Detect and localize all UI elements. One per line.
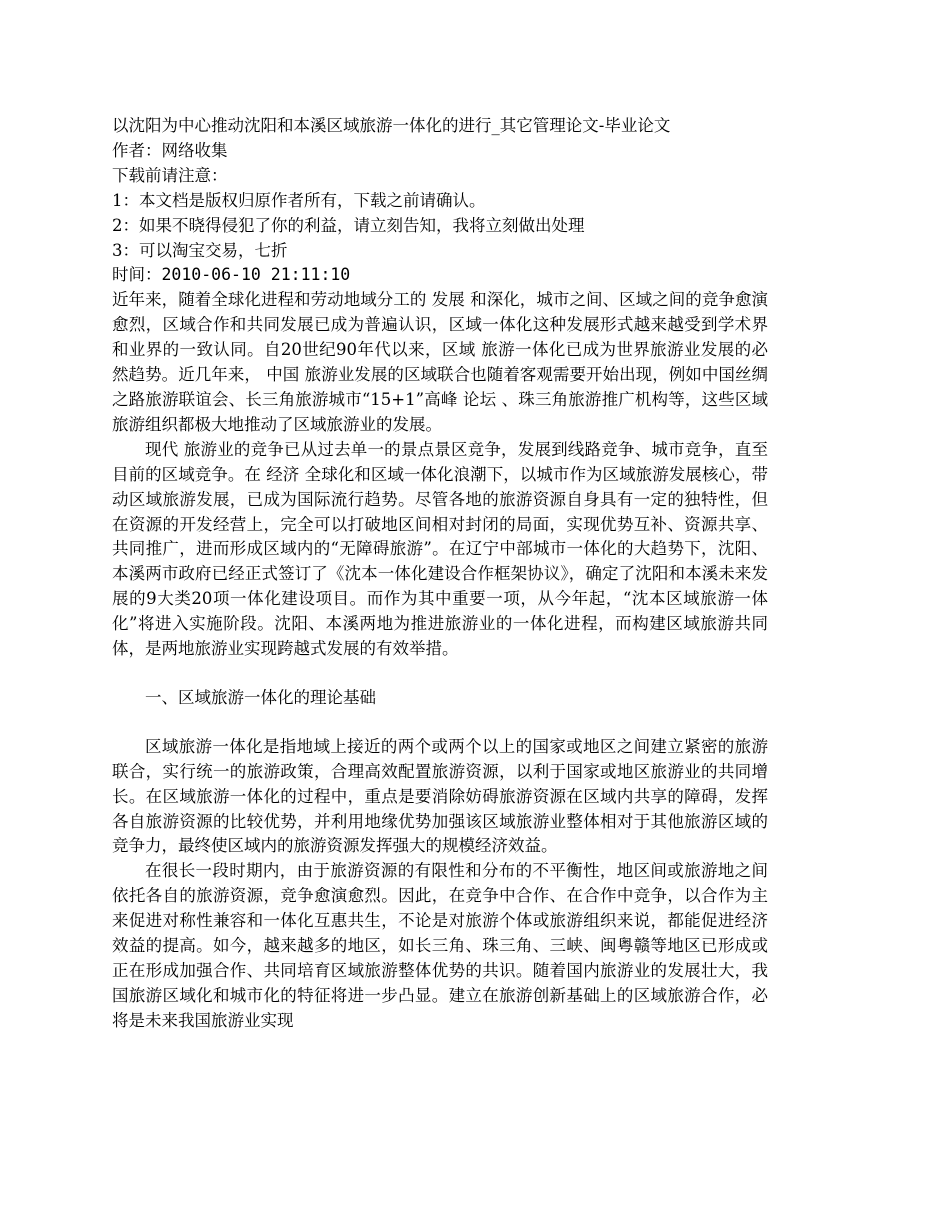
notice-item: 2：如果不晓得侵犯了你的利益，请立刻告知，我将立刻做出处理 <box>112 215 585 235</box>
notice-item: 3：可以淘宝交易，七折 <box>112 240 288 260</box>
body-paragraph: 近年来，随着全球化进程和劳动地域分工的 发展 和深化，城市之间、区域之间的竞争愈演愈烈，区域合作和共同发展已成为普遍认识，区域一体化这种发展形式越来越受到学术界和业界的一致认同。自20世纪90年代以来，区域 旅游一体化已成为世界旅游业发展的必然趋势。近几年来， 中国 旅游业发展的区域联合也随着客观需要开始出现，例如中国丝绸之路旅游联谊会、长三角旅游城市“15+1”高峰 论坛 、珠三角旅游推广机构等，这些区域旅游组织都极大地推动了区域旅游业的发展。 <box>112 290 768 434</box>
time-line: 时间：2010-06-10 21:11:10 <box>112 265 351 285</box>
body-paragraph: 现代 旅游业的竞争已从过去单一的景点景区竞争，发展到线路竞争、城市竞争，直至目前的区域竞争。在 经济 全球化和区域一体化浪潮下，以城市作为区域旅游发展核心，带动区域旅游发展，已成为国际流行趋势。尽管各地的旅游资源自身具有一定的独特性，但在资源的开发经营上，完全可以打破地区间相对封闭的局面，实现优势互补、资源共享、共同推广，进而形成区域内的“无障碍旅游”。在辽宁中部城市一体化的大趋势下，沈阳、本溪两市政府已经正式签订了《沈本一体化建设合作框架协议》，确定了沈阳和本溪未来发展的9大类20项一体化建设项目。而作为其中重要一项，从今年起，“沈本区域旅游一体化”将进入实施阶段。沈阳、本溪两地为推进旅游业的一体化进程，而构建区域旅游共同体，是两地旅游业实现跨越式发展的有效举措。 <box>112 439 768 659</box>
notice-item: 1：本文档是版权归原作者所有，下载之前请确认。 <box>112 190 486 210</box>
notice-heading: 下载前请注意： <box>112 165 228 185</box>
section-heading: 一、区域旅游一体化的理论基础 <box>145 687 376 707</box>
body-paragraph: 在很长一段时期内，由于旅游资源的有限性和分布的不平衡性，地区间或旅游地之间依托各自的旅游资源，竞争愈演愈烈。因此，在竞争中合作、在合作中竞争，以合作为主来促进对称性兼容和一体化互惠共生，不论是对旅游个体或旅游组织来说，都能促进经济效益的提高。如今，越来越多的地区，如长三角、珠三角、三峡、闽粤赣等地区已形成或正在形成加强合作、共同培育区域旅游整体优势的共识。随着国内旅游业的发展壮大，我国旅游区域化和城市化的特征将进一步凸显。建立在旅游创新基础上的区域旅游合作，必将是未来我国旅游业实现 <box>112 861 768 1030</box>
author-line: 作者：网络收集 <box>112 140 228 160</box>
body-paragraph: 区域旅游一体化是指地域上接近的两个或两个以上的国家或地区之间建立紧密的旅游联合，实行统一的旅游政策，合理高效配置旅游资源，以利于国家或地区旅游业的共同增长。在区域旅游一体化的过程中，重点是要消除妨碍旅游资源在区域内共享的障碍，发挥各自旅游资源的比较优势，并利用地缘优势加强该区域旅游业整体相对于其他旅游区域的竞争力，最终使区域内的旅游资源发挥强大的规模经济效益。 <box>112 736 768 856</box>
document-body <box>112 114 768 1034</box>
document-title: 以沈阳为中心推动沈阳和本溪区域旅游一体化的进行_其它管理论文-毕业论文 <box>112 116 671 135</box>
